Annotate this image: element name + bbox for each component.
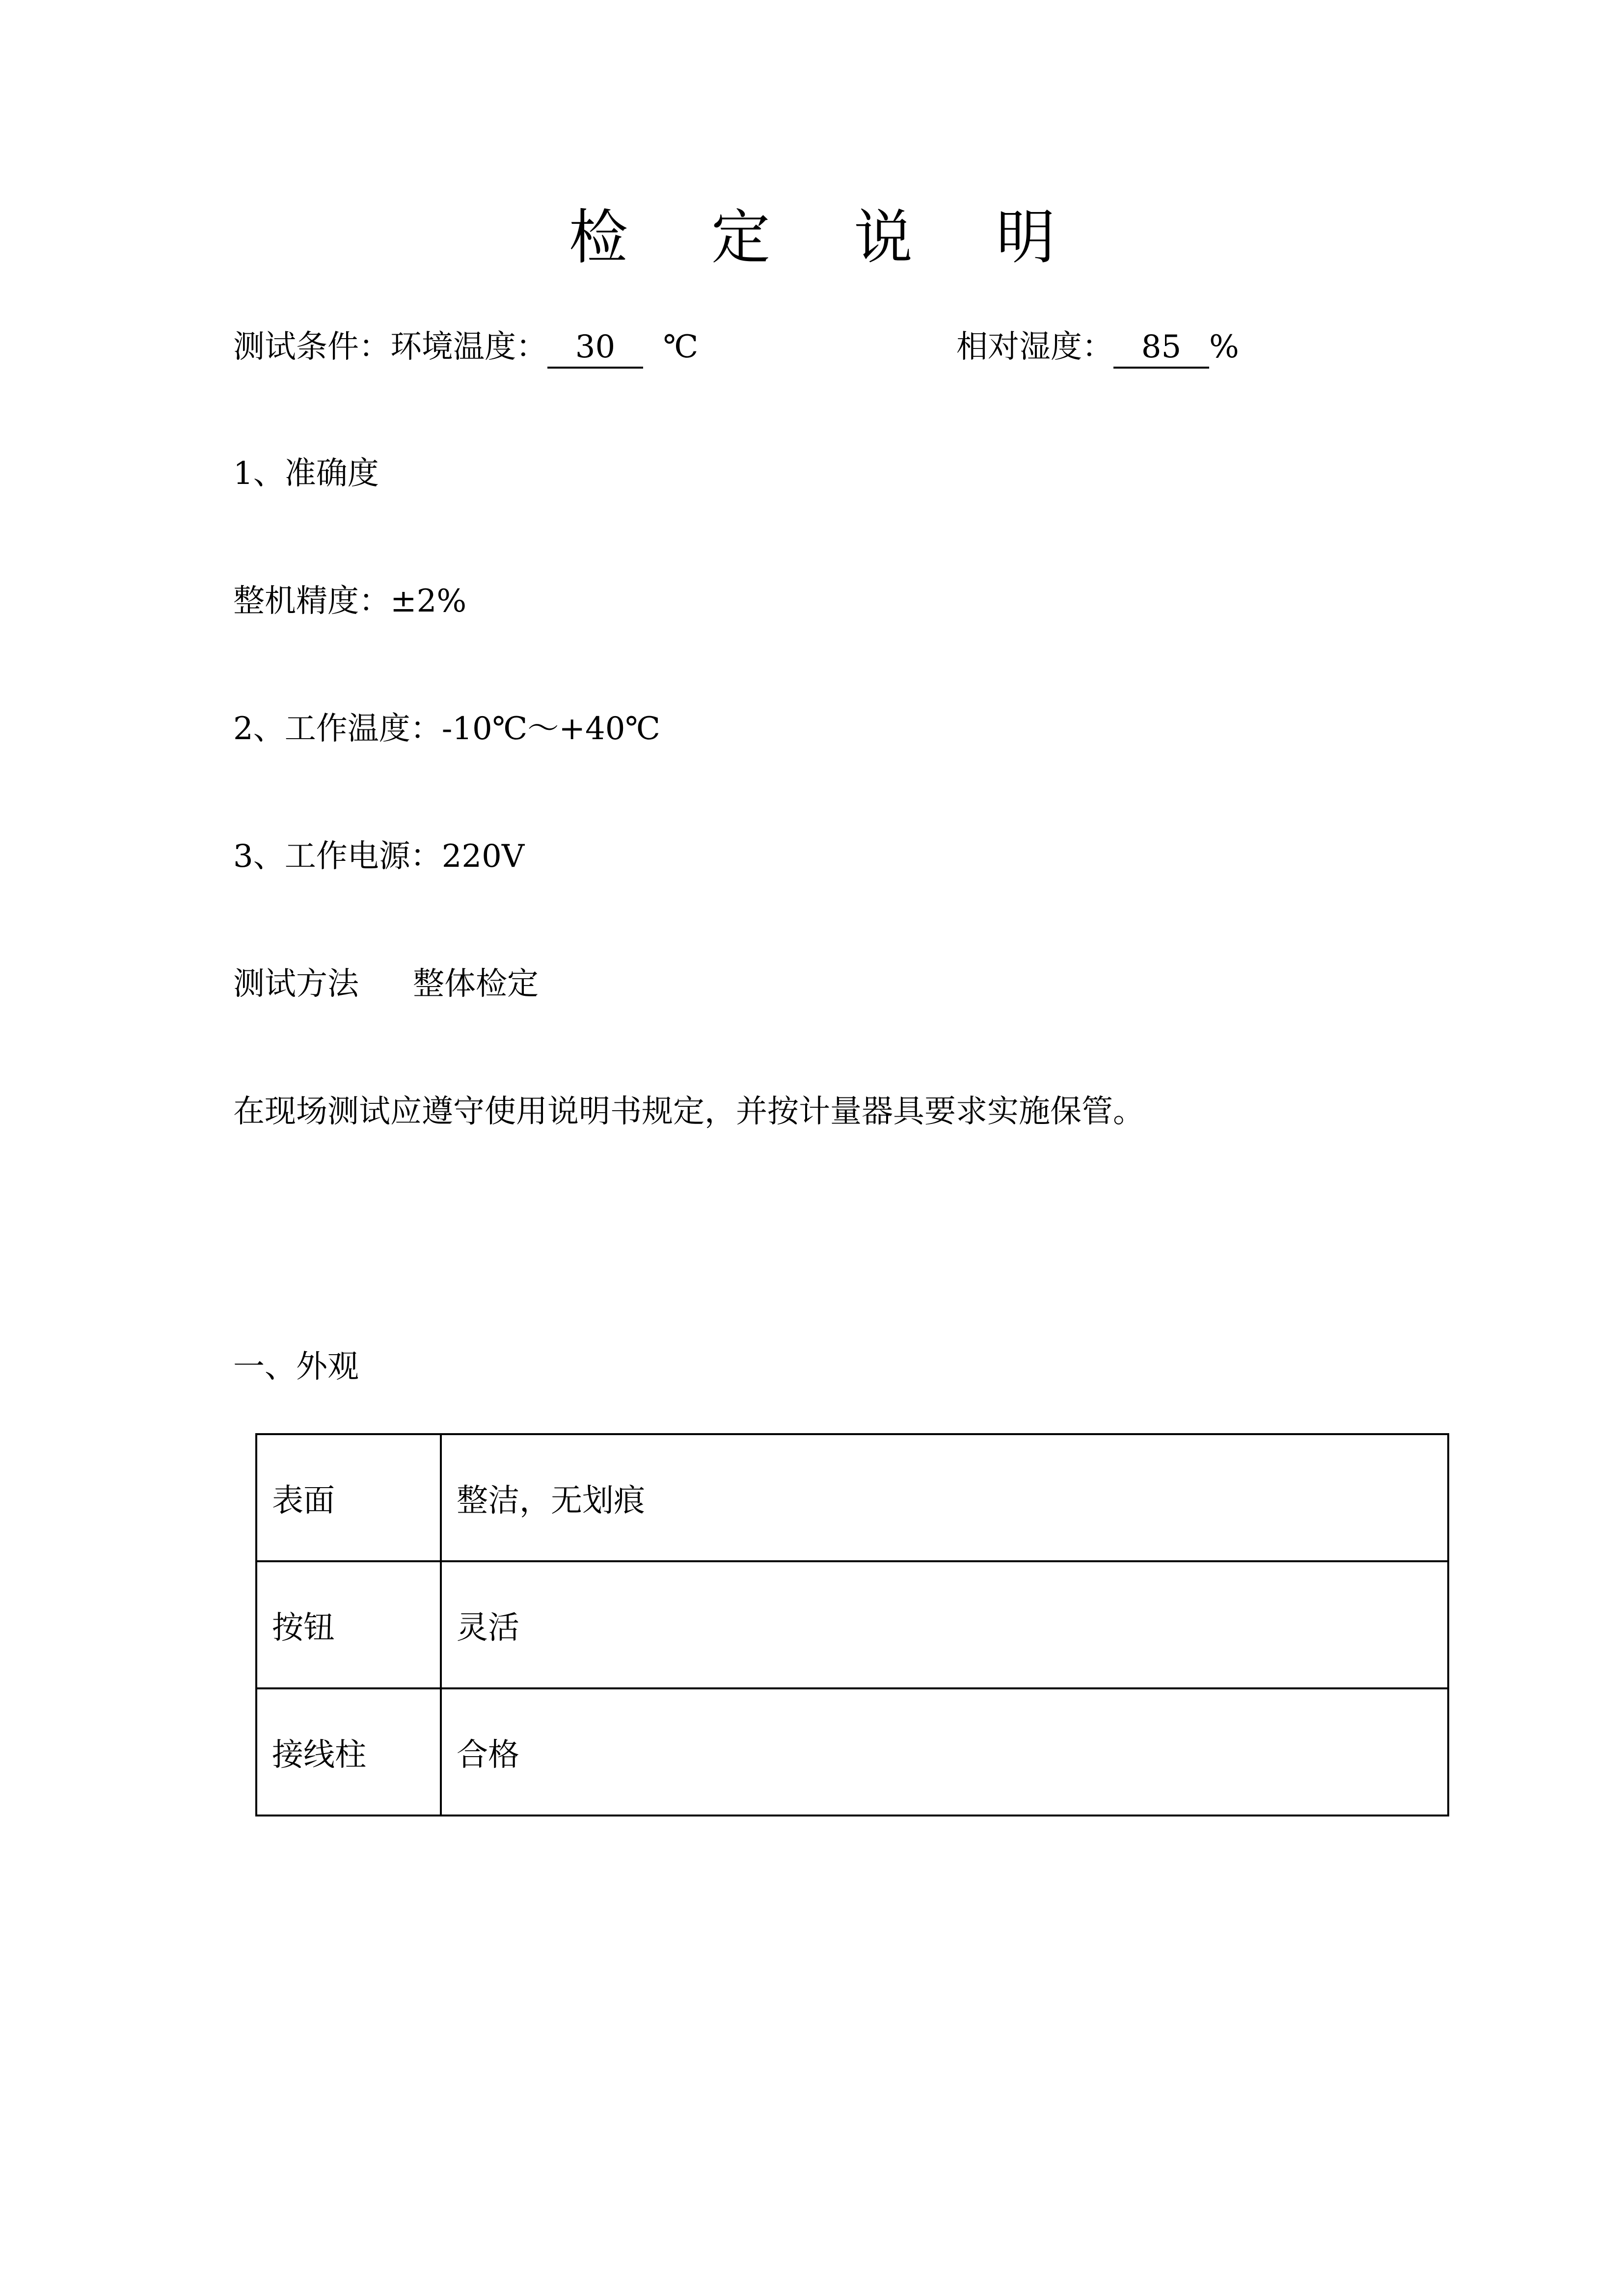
test-method-line <box>233 962 539 1006</box>
table-cell-result: 整洁，无划痕 <box>441 1434 1448 1561</box>
accuracy-heading: 1、准确度 <box>233 455 379 492</box>
precision-line: 整机精度：±2% <box>233 583 467 619</box>
humidity-line <box>956 325 1239 369</box>
appearance-heading: 一、外观 <box>233 1349 359 1385</box>
power-line: 3、工作电源：220V <box>233 838 525 875</box>
humidity-label: 相对湿度： <box>956 329 1113 365</box>
page-title: 检 定 说 明 <box>568 204 1088 272</box>
table-cell-result: 灵活 <box>441 1561 1448 1688</box>
table-cell-result: 合格 <box>441 1688 1448 1815</box>
humidity-unit: % <box>1209 329 1239 365</box>
table-cell-item: 接线柱 <box>256 1688 441 1815</box>
temperature-unit: ℃ <box>663 329 699 365</box>
appearance-table <box>255 1433 1449 1816</box>
test-conditions <box>233 325 698 369</box>
table-cell-item: 表面 <box>256 1434 441 1561</box>
work-temperature-line: 2、工作温度：-10℃～+40℃ <box>233 711 661 747</box>
table-cell-item: 按钮 <box>256 1561 441 1688</box>
test-method-label: 测试方法 <box>233 966 359 1002</box>
conditions-label: 测试条件：环境温度： <box>233 329 547 365</box>
table-row <box>256 1688 1448 1815</box>
temperature-value: 30 <box>547 327 643 369</box>
table-row <box>256 1561 1448 1688</box>
humidity-value: 85 <box>1113 327 1209 369</box>
test-method-value: 整体检定 <box>413 966 539 1002</box>
usage-note: 在现场测试应遵守使用说明书规定，并按计量器具要求实施保管。 <box>233 1094 1144 1130</box>
table-row <box>256 1434 1448 1561</box>
